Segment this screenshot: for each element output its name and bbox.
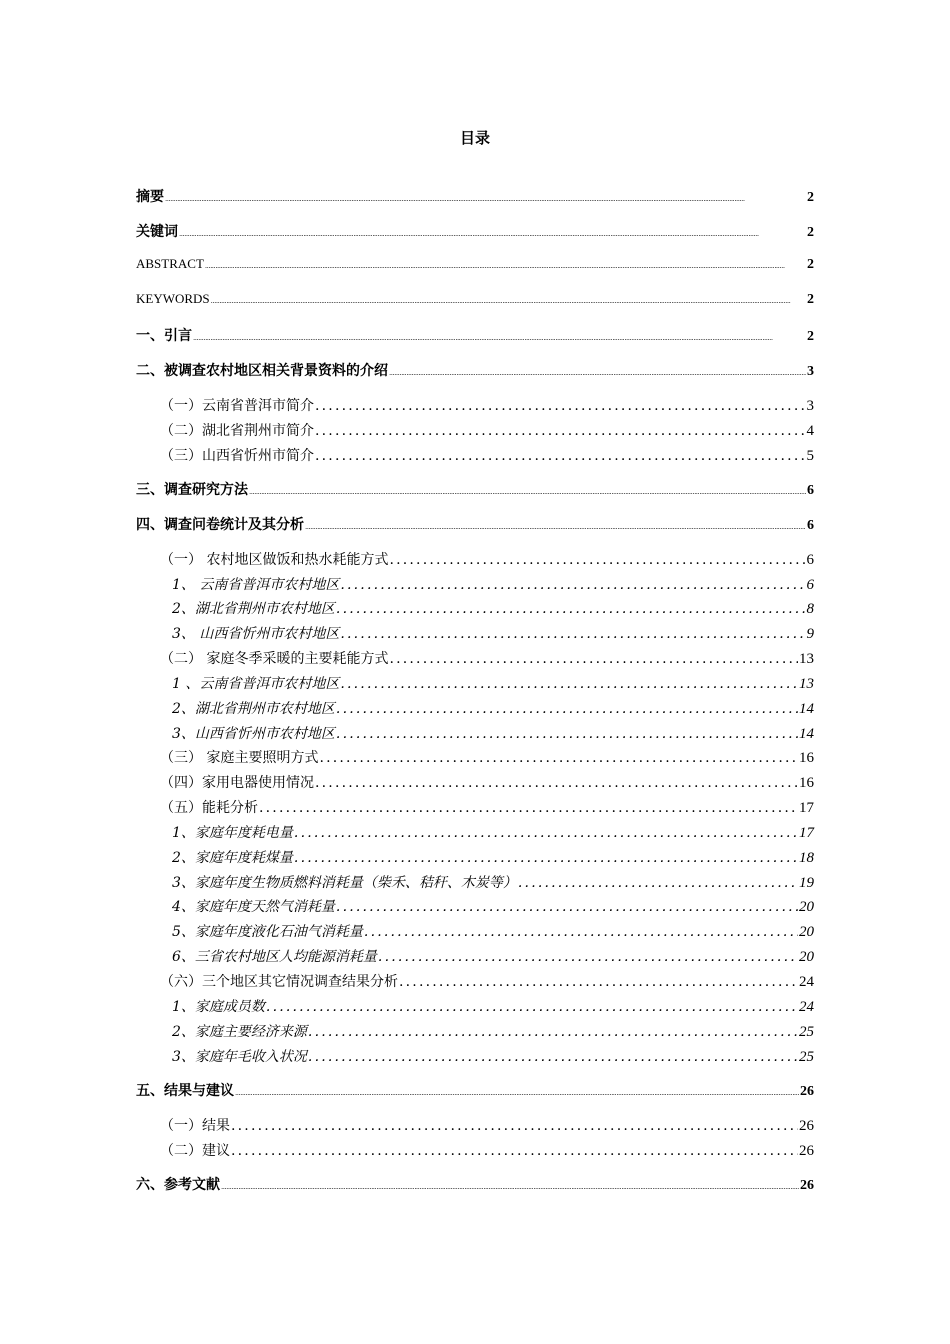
toc-page-number: 24	[799, 974, 814, 990]
toc-entry[interactable]	[172, 822, 814, 842]
toc-leader	[389, 651, 798, 667]
toc-page-number: 2	[807, 292, 814, 307]
toc-page-number: 13	[799, 651, 814, 667]
toc-label: （二）建议	[160, 1143, 230, 1159]
toc-leader	[319, 750, 798, 766]
toc-leader	[205, 262, 806, 270]
toc-label: 1、家庭成员数	[172, 999, 265, 1015]
toc-label: （二） 家庭冬季采暖的主要耗能方式	[160, 651, 389, 667]
toc-leader	[294, 825, 798, 841]
toc-leader	[249, 488, 806, 496]
toc-page-number: 16	[799, 775, 814, 791]
toc-leader	[235, 1089, 799, 1097]
toc-leader	[399, 974, 798, 990]
toc-label: 六、参考文献	[136, 1177, 220, 1193]
toc-page-number: 3	[807, 364, 814, 379]
toc-entry[interactable]	[172, 598, 814, 618]
toc-leader	[340, 676, 798, 692]
toc-leader	[518, 875, 798, 891]
toc-page-number: 2	[807, 225, 814, 240]
toc-entry[interactable]	[160, 549, 814, 569]
toc-leader	[308, 1024, 798, 1040]
toc-entry[interactable]	[136, 479, 814, 499]
toc-leader	[211, 297, 806, 305]
toc-label: 三、调查研究方法	[136, 482, 248, 498]
toc-entry[interactable]	[160, 772, 814, 792]
toc-entry[interactable]	[160, 648, 814, 668]
toc-entry[interactable]	[160, 747, 814, 767]
toc-entry[interactable]	[172, 623, 814, 643]
toc-entry[interactable]	[172, 872, 814, 892]
toc-label: 1 、云南省普洱市农村地区	[172, 676, 340, 692]
toc-entry[interactable]	[136, 360, 814, 380]
toc-page-number: 13	[799, 676, 814, 692]
toc-leader	[336, 701, 798, 717]
toc-leader	[389, 552, 805, 568]
toc-label: 2、湖北省荆州市农村地区	[172, 701, 335, 717]
toc-label: 摘要	[136, 189, 164, 205]
toc-entry[interactable]	[160, 971, 814, 991]
toc-page-number: 5	[806, 448, 814, 464]
toc-label: 五、结果与建议	[136, 1083, 234, 1099]
toc-label: 二、被调查农村地区相关背景资料的介绍	[136, 363, 388, 379]
toc-label: 关键词	[136, 224, 178, 240]
toc-page-number: 20	[799, 924, 814, 940]
toc-entry[interactable]	[136, 514, 814, 534]
toc-entry[interactable]	[160, 1140, 814, 1160]
toc-entry[interactable]	[136, 291, 814, 308]
toc-leader	[336, 601, 806, 617]
toc-page-number: 25	[799, 1049, 814, 1065]
toc-entry[interactable]	[136, 325, 814, 345]
toc-label: 1、 云南省普洱市农村地区	[172, 577, 340, 593]
toc-label: （一）结果	[160, 1118, 230, 1134]
toc-page-number: 14	[799, 726, 814, 742]
toc-entry[interactable]	[172, 673, 814, 693]
toc-leader	[259, 800, 798, 816]
toc-entry[interactable]	[160, 395, 814, 415]
toc-entry[interactable]	[136, 186, 814, 206]
toc-entry[interactable]	[172, 723, 814, 743]
toc-leader	[179, 230, 806, 238]
toc-label: （五）能耗分析	[160, 800, 258, 816]
toc-leader	[165, 195, 806, 203]
toc-page-number: 26	[799, 1143, 814, 1159]
toc-leader	[266, 999, 798, 1015]
toc-label: 4、家庭年度天然气消耗量	[172, 899, 335, 915]
toc-leader	[378, 949, 798, 965]
toc-leader	[336, 726, 798, 742]
toc-leader	[315, 775, 798, 791]
toc-label: ABSTRACT	[136, 256, 204, 271]
toc-leader	[308, 1049, 798, 1065]
toc-page-number: 6	[806, 577, 814, 593]
toc-page-number: 6	[806, 552, 814, 568]
toc-label: 一、引言	[136, 328, 192, 344]
toc-entry[interactable]	[172, 698, 814, 718]
toc-page-number: 25	[799, 1024, 814, 1040]
toc-page-number: 16	[799, 750, 814, 766]
toc-leader	[315, 423, 806, 439]
toc-label: （六）三个地区其它情况调查结果分析	[160, 974, 398, 990]
toc-page-number: 6	[807, 518, 814, 533]
toc-entry[interactable]	[172, 896, 814, 916]
toc-page-number: 26	[800, 1178, 814, 1193]
toc-label: 6、三省农村地区人均能源消耗量	[172, 949, 377, 965]
toc-page-number: 17	[799, 800, 814, 816]
toc-label: （三） 家庭主要照明方式	[160, 750, 319, 766]
toc-label: 3、家庭年度生物质燃料消耗量（柴禾、秸秆、木炭等）	[172, 875, 517, 891]
toc-leader	[231, 1118, 798, 1134]
toc-leader	[315, 398, 806, 414]
toc-leader	[364, 924, 798, 940]
toc-label: （三）山西省忻州市简介	[160, 448, 314, 464]
toc-label: （二）湖北省荆州市简介	[160, 423, 314, 439]
toc-entry[interactable]	[172, 996, 814, 1016]
toc-leader	[305, 523, 806, 531]
toc-page-number: 2	[807, 190, 814, 205]
toc-page-number: 14	[799, 701, 814, 717]
toc-entry[interactable]	[172, 921, 814, 941]
toc-page-number: 24	[799, 999, 814, 1015]
toc-leader	[340, 626, 805, 642]
toc-entry[interactable]	[172, 1021, 814, 1041]
toc-page-number: 9	[806, 626, 814, 642]
toc-page-number: 26	[799, 1118, 814, 1134]
toc-entry[interactable]	[172, 946, 814, 966]
toc-entry[interactable]	[136, 1174, 814, 1194]
toc-leader	[389, 369, 806, 377]
toc-label: 2、家庭主要经济来源	[172, 1024, 307, 1040]
toc-label: 3、家庭年毛收入状况	[172, 1049, 307, 1065]
toc-label: （一） 农村地区做饭和热水耗能方式	[160, 552, 389, 568]
toc-page-number: 2	[807, 329, 814, 344]
toc-page-number: 20	[799, 899, 814, 915]
toc-label: （四）家用电器使用情况	[160, 775, 314, 791]
toc-entry[interactable]	[160, 1115, 814, 1135]
toc-page-number: 8	[806, 601, 814, 617]
toc-page-number: 17	[799, 825, 814, 841]
toc-page-number: 4	[806, 423, 814, 439]
toc-page-number: 18	[799, 850, 814, 866]
toc-leader	[336, 899, 798, 915]
toc-leader	[231, 1143, 798, 1159]
toc-page-number: 2	[807, 257, 814, 272]
toc-page-number: 3	[806, 398, 814, 414]
toc-page-number: 6	[807, 483, 814, 498]
toc-entry[interactable]	[172, 1046, 814, 1066]
toc-page-number: 26	[800, 1084, 814, 1099]
toc-entry[interactable]	[172, 847, 814, 867]
toc-label: （一）云南省普洱市简介	[160, 398, 314, 414]
toc-label: 1、家庭年度耗电量	[172, 825, 293, 841]
toc-label: 3、山西省忻州市农村地区	[172, 726, 335, 742]
toc-leader	[193, 334, 806, 342]
toc-entry[interactable]	[160, 420, 814, 440]
toc-label: 5、家庭年度液化石油气消耗量	[172, 924, 363, 940]
page-title: 目录	[459, 129, 490, 147]
toc-leader	[294, 850, 798, 866]
toc-leader	[315, 448, 806, 464]
toc-page-number: 19	[799, 875, 814, 891]
toc-label: 3、 山西省忻州市农村地区	[172, 626, 340, 642]
toc-entry[interactable]	[136, 221, 814, 241]
toc-entry[interactable]	[136, 256, 814, 273]
toc-entry[interactable]	[136, 1080, 814, 1100]
toc-leader	[221, 1183, 799, 1191]
toc-entry[interactable]	[172, 574, 814, 594]
toc-page-number: 20	[799, 949, 814, 965]
toc-label: KEYWORDS	[136, 291, 210, 306]
toc-leader	[340, 577, 805, 593]
toc-label: 四、调查问卷统计及其分析	[136, 517, 304, 533]
toc-label: 2、湖北省荆州市农村地区	[172, 601, 335, 617]
toc-entry[interactable]	[160, 445, 814, 465]
toc-label: 2、家庭年度耗煤量	[172, 850, 293, 866]
toc-entry[interactable]	[160, 797, 814, 817]
